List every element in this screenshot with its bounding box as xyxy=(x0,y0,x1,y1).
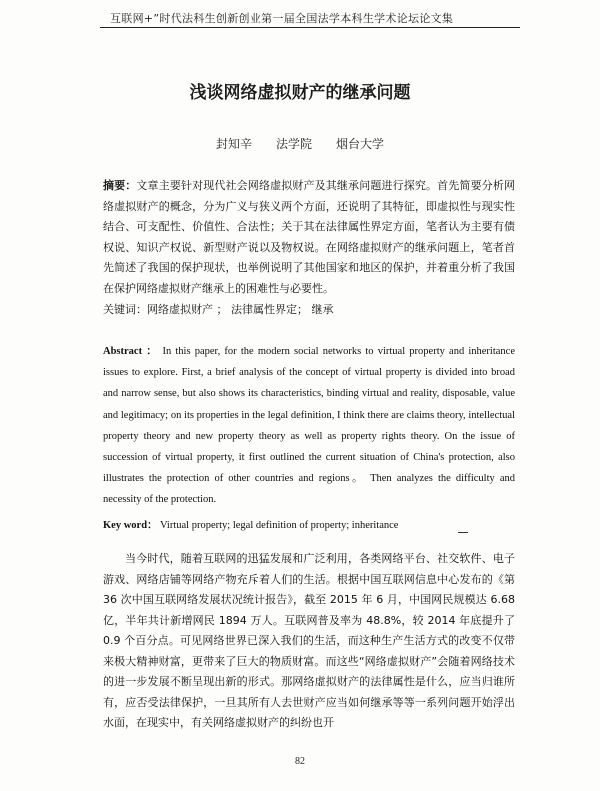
keywords-english xyxy=(103,516,515,536)
body-paragraph: 当今时代，随着互联网的迅猛发展和广泛利用，各类网络平台、社交软件、电子游戏、网络店铺等网络产物充斥着人们的生活。根据中国互联网信息中心发布的《第 36 次中国互联网络发展状况统计报告》，截至 2015 年 6 月，中国网民规模达 6.68 亿，半年共计新增网民 1894 万人。互联网普及率为 48.8%，较 2014 年底提升了 0.9 个百分点。可见网络世界已深入我们的生活，而这种生产生活方式的改变不仅带来极大精神财富，更带来了巨大的物质财富。而这些“网络虚拟财产”会随着网络技术的进一步发展不断呈现出新的形式。那网络虚拟财产的法律属性是什么，应当归谁所有，应否受法律保护，一旦其所有人去世财产应当如何继承等等一系列问题开始浮出水面，在现实中，有关网络虚拟财产的纠纷也开 xyxy=(103,552,515,729)
abstract-chinese-text: 文章主要针对现代社会网络虚拟财产及其继承问题进行探究。首先简要分析网络虚拟财产的概念，分为广义与狭义两个方面，还说明了其特征，即虚拟性与现实性结合、可支配性、价值性、合法性；关于其在法律属性界定方面，笔者认为主要有债权说、知识产权说、新型财产说以及物权说。在网络虚拟财产的继承问题上，笔者首先简述了我国的保护现状，也举例说明了其他国家和地区的保护，并着重分析了我国在保护网络虚拟财产继承上的困难性与必要性。 xyxy=(103,179,516,295)
abstract-chinese-label: 摘要： xyxy=(103,179,137,192)
running-header: 互联网+”时代法科生创新创业第一届全国法学本科生学术论坛论文集 xyxy=(110,12,454,25)
abstract-english-label: Abstract ： xyxy=(103,346,159,357)
header-rule xyxy=(100,27,520,28)
abstract-english-text: In this paper, for the modern social networks to virtual property and inheritance issues to explore. First, a brief analysis of the concept of virtual property is divided into broad and narrow sense, but also shows its characteristics, binding virtual and reality, disposable, value and legitimacy; on its properties in the legal definition, I think there are claims theory, intellectual property theory and new property theory as well as property rights theory. On the issue of succession of virtual property, it first outlined the current situation of China's protection, also illustrates the protection of other countries and regions。 Then analyzes the difficulty and necessity of the protection. xyxy=(103,346,515,506)
abstract-chinese xyxy=(103,176,515,299)
author-department: 法学院 xyxy=(275,137,312,151)
keywords-english-label: Key word： xyxy=(103,520,158,531)
keywords-chinese-text: 网络虚拟财产 ； 法律属性界定； 继承 xyxy=(147,303,334,316)
keywords-chinese xyxy=(103,300,515,320)
paper-title: 浅谈网络虚拟财产的继承问题 xyxy=(189,83,411,103)
stray-mark xyxy=(458,532,468,533)
abstract-english xyxy=(103,341,515,511)
author-line xyxy=(0,135,600,152)
author-name: 封知辛 xyxy=(215,137,252,151)
author-university: 烟台大学 xyxy=(336,137,385,151)
page-number: 82 xyxy=(295,756,305,767)
keywords-chinese-label: 关键词： xyxy=(103,303,147,316)
keywords-english-text: Virtual property; legal definition of property; inheritance xyxy=(159,520,399,531)
